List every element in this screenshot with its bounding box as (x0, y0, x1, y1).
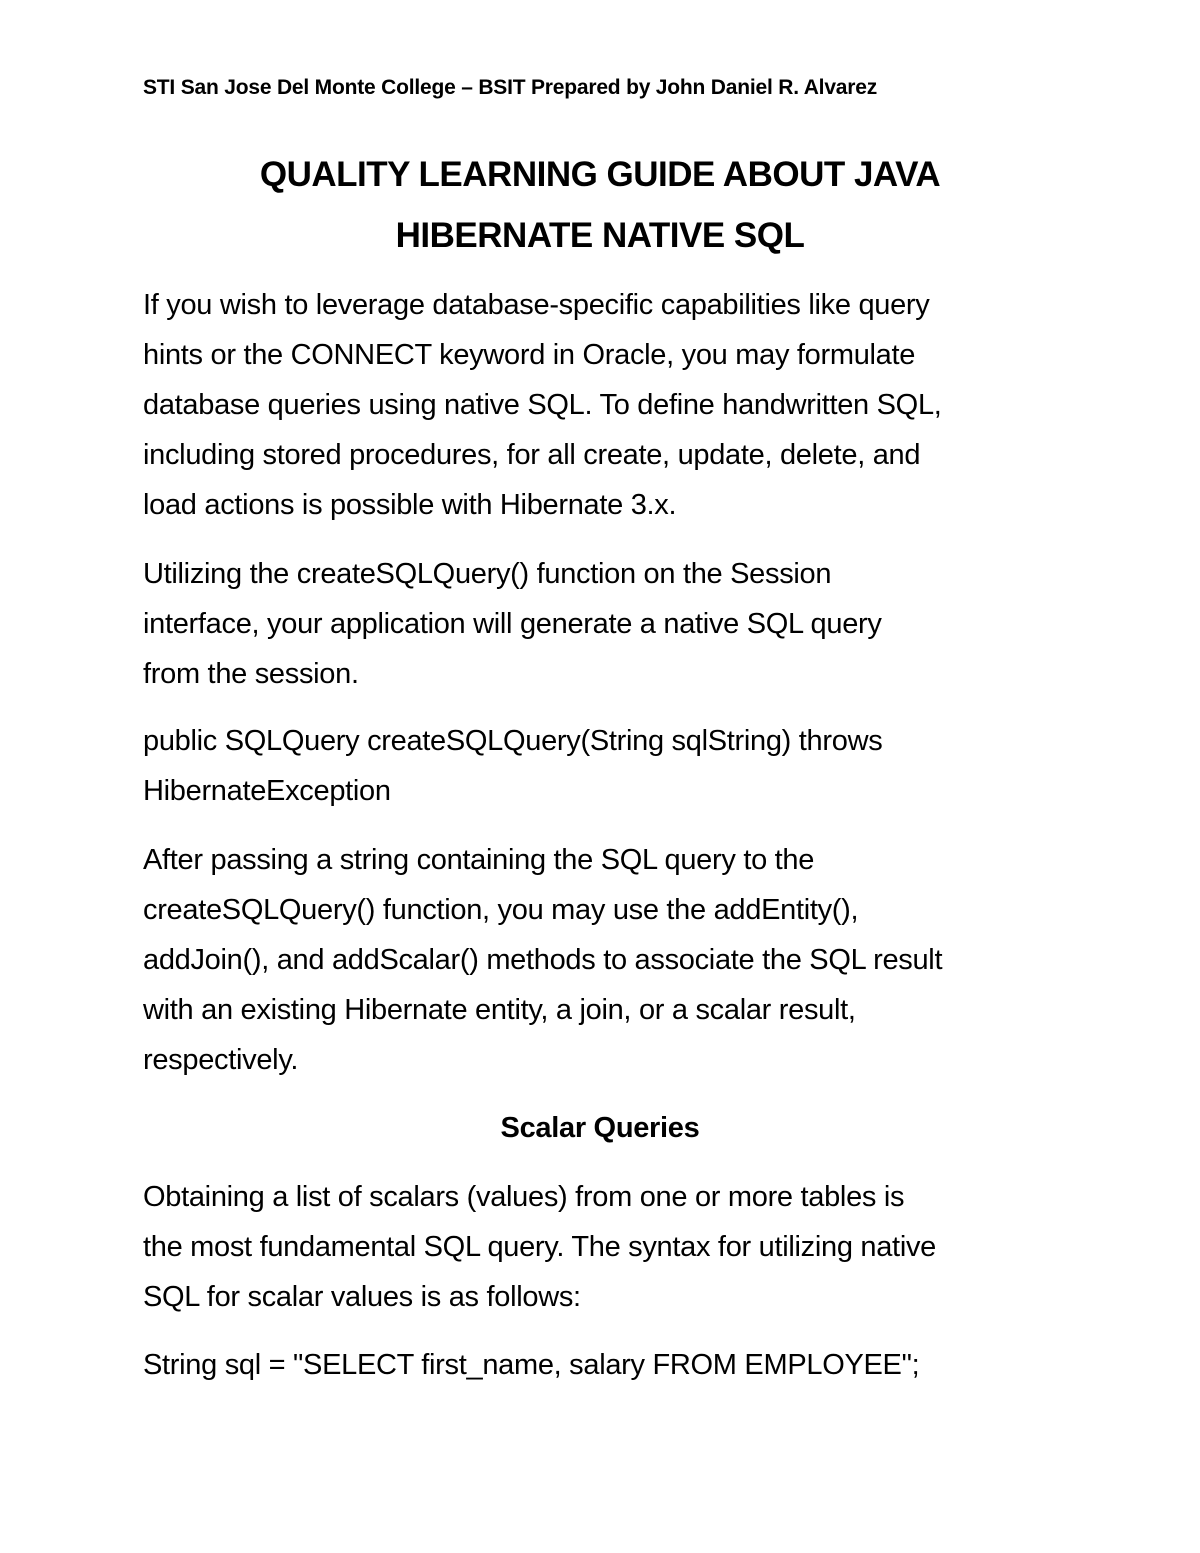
document-title (100, 144, 1100, 266)
paragraph-line: respectively. (143, 1044, 299, 1076)
sql-string-example (143, 1340, 1073, 1390)
paragraph-line: from the session. (143, 658, 359, 690)
paragraph-line: String sql = "SELECT first_name, salary FROM EMPLOYEE"; (143, 1349, 920, 1381)
title-line: QUALITY LEARNING GUIDE ABOUT JAVA (259, 155, 941, 194)
section-heading: Scalar Queries (500, 1112, 700, 1144)
paragraph-line: Obtaining a list of scalars (values) from one or more tables is (143, 1181, 905, 1213)
paragraph-line: the most fundamental SQL query. The syntax for utilizing native (143, 1231, 936, 1263)
paragraph-line: HibernateException (143, 775, 391, 807)
intro-paragraph (143, 280, 1073, 530)
paragraph-line: public SQLQuery createSQLQuery(String sqlString) throws (143, 725, 883, 757)
paragraph-line: database queries using native SQL. To define handwritten SQL, (143, 389, 942, 421)
page-header: STI San Jose Del Monte College – BSIT Prepared by John Daniel R. Alvarez (143, 76, 878, 99)
create-sql-query-paragraph (143, 549, 1073, 699)
paragraph-line: Utilizing the createSQLQuery() function on the Session (143, 558, 832, 590)
add-methods-paragraph (143, 835, 1073, 1085)
paragraph-line: addJoin(), and addScalar() methods to associate the SQL result (143, 944, 943, 976)
paragraph-line: After passing a string containing the SQL query to the (143, 844, 815, 876)
title-line: HIBERNATE NATIVE SQL (395, 216, 805, 255)
paragraph-line: hints or the CONNECT keyword in Oracle, you may formulate (143, 339, 916, 371)
paragraph-line: createSQLQuery() function, you may use the addEntity(), (143, 894, 859, 926)
paragraph-line: If you wish to leverage database-specific capabilities like query (143, 289, 930, 321)
paragraph-line: interface, your application will generate a native SQL query (143, 608, 882, 640)
paragraph-line: load actions is possible with Hibernate 3.x. (143, 489, 677, 521)
scalar-queries-paragraph (143, 1172, 1073, 1322)
paragraph-line: SQL for scalar values is as follows: (143, 1281, 581, 1313)
paragraph-line: including stored procedures, for all create, update, delete, and (143, 439, 921, 471)
paragraph-line: with an existing Hibernate entity, a join, or a scalar result, (143, 994, 856, 1026)
method-signature (143, 716, 1073, 816)
